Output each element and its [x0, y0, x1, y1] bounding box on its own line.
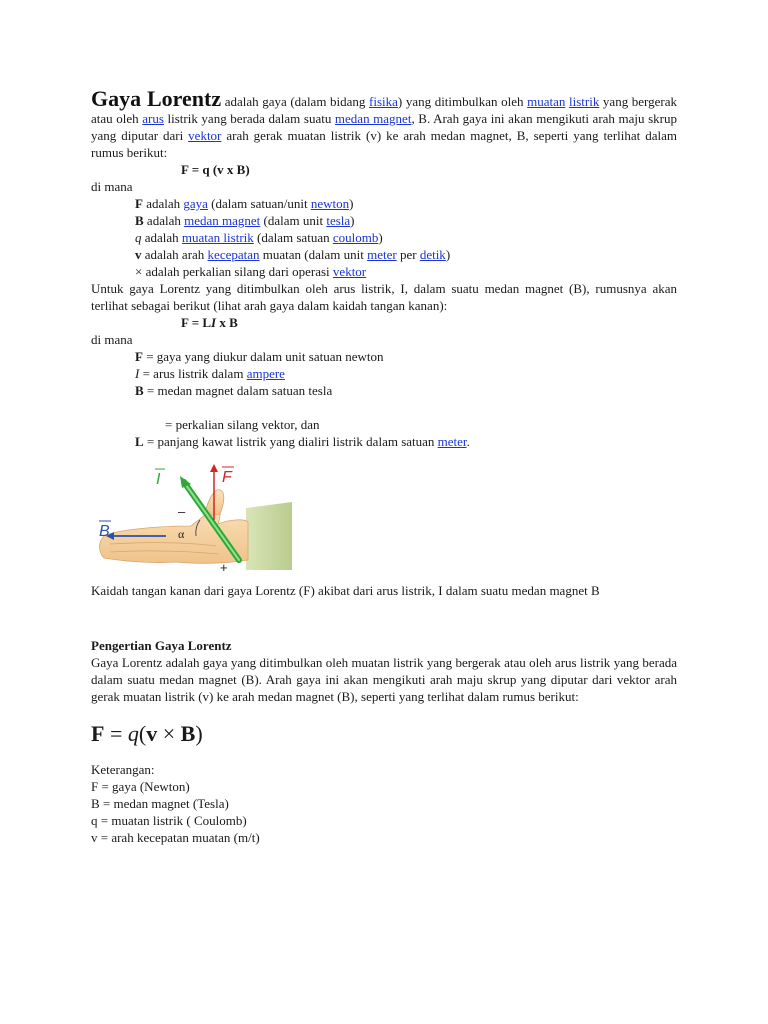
document-page [91, 86, 678, 846]
formula-lorentz: F = q (v x B) [181, 162, 250, 177]
link-ampere[interactable]: ampere [246, 366, 285, 381]
link-gaya[interactable]: gaya [183, 196, 208, 211]
section-paragraph: Gaya Lorentz adalah gaya yang ditimbulkan oleh muatan listrik yang bergerak atau oleh arus listrik yang berada dalam suatu medan magnet (B). Arah gaya ini akan mengikuti arah maju skrup yang diputar dari vektor arah gerak muatan listrik (v) ke arah medan magnet (B), seperti yang terlihat dalam rumus berikut: [91, 655, 677, 704]
link-listrik[interactable]: listrik [568, 94, 600, 109]
keterangan-item: F = gaya (Newton) [91, 779, 190, 794]
def2-l: L = panjang kawat listrik yang dialiri listrik dalam satuan meter. [135, 434, 470, 449]
keterangan-label: Keterangan: [91, 762, 155, 777]
link-newton[interactable]: newton [310, 196, 350, 211]
figure-caption: Kaidah tangan kanan dari gaya Lorentz (F) akibat dari arus listrik, I dalam suatu medan magnet B [91, 583, 600, 598]
dimana-label-2: di mana [91, 332, 133, 347]
link-kecepatan[interactable]: kecepatan [207, 247, 260, 262]
formula-display: F = q(v × B) [91, 721, 203, 746]
def2-f: F = gaya yang diukur dalam unit satuan newton [135, 349, 384, 364]
def2-cross: = perkalian silang vektor, dan [165, 417, 320, 432]
right-hand-rule-figure [96, 460, 292, 572]
link-muatan[interactable]: muatan [527, 94, 566, 109]
hand-shape [100, 503, 249, 564]
keterangan-item: v = arah kecepatan muatan (m/t) [91, 830, 260, 845]
def2-i: I = arus listrik dalam ampere [135, 366, 285, 381]
formula-wire: F = LI x B [181, 315, 238, 330]
force-arrowhead [210, 464, 218, 472]
label-minus: – [178, 504, 186, 519]
label-plus: + [220, 560, 228, 572]
link-vektor-2[interactable]: vektor [332, 264, 367, 279]
def2-b: B = medan magnet dalam satuan tesla [135, 383, 333, 398]
label-i: I [156, 471, 161, 488]
link-tesla[interactable]: tesla [326, 213, 351, 228]
right-hand-rule-illustration [96, 460, 292, 572]
paragraph-arus: Untuk gaya Lorentz yang ditimbulkan oleh arus listrik, I, dalam suatu medan magnet (B), rumusnya akan terlihat sebagai berikut (lihat arah gaya dalam kaidah tangan kanan): [91, 281, 677, 313]
link-vektor[interactable]: vektor [188, 128, 222, 143]
def-f: F adalah gaya (dalam satuan/unit newton) [135, 196, 354, 211]
page-title: Gaya Lorentz [91, 86, 222, 111]
link-fisika[interactable]: fisika [369, 94, 398, 109]
label-alpha: α [178, 527, 185, 541]
def-v: v adalah arah kecepatan muatan (dalam unit meter per detik) [135, 247, 451, 262]
link-coulomb[interactable]: coulomb [332, 230, 379, 245]
def-q: q adalah muatan listrik (dalam satuan coulomb) [135, 230, 383, 245]
sleeve-shape [246, 502, 292, 570]
link-medan-magnet[interactable]: medan magnet [334, 111, 412, 126]
link-meter-2[interactable]: meter [437, 434, 467, 449]
link-muatan-listrik[interactable]: muatan listrik [181, 230, 254, 245]
def-b: B adalah medan magnet (dalam unit tesla) [135, 213, 355, 228]
def-cross: × adalah perkalian silang dari operasi vektor [135, 264, 367, 279]
keterangan-item: q = muatan listrik ( Coulomb) [91, 813, 247, 828]
link-arus[interactable]: arus [142, 111, 164, 126]
link-medan-magnet-2[interactable]: medan magnet [184, 213, 261, 228]
link-detik[interactable]: detik [419, 247, 446, 262]
section-title: Pengertian Gaya Lorentz [91, 638, 232, 653]
label-f: F [222, 469, 232, 486]
keterangan-item: B = medan magnet (Tesla) [91, 796, 229, 811]
intro-paragraph: Gaya Lorentz adalah gaya (dalam bidang fisika) yang ditimbulkan oleh muatan listrik yang bergerak atau oleh arus listrik yang berada dalam suatu medan magnet, B. Arah gaya ini akan mengikuti arah maju skrup yang diputar dari vektor arah gerak muatan listrik (v) ke arah medan magnet, B, seperti yang terlihat dalam rumus berikut: [91, 86, 678, 160]
link-meter[interactable]: meter [367, 247, 397, 262]
dimana-label: di mana [91, 179, 133, 194]
label-b: B [99, 523, 110, 540]
